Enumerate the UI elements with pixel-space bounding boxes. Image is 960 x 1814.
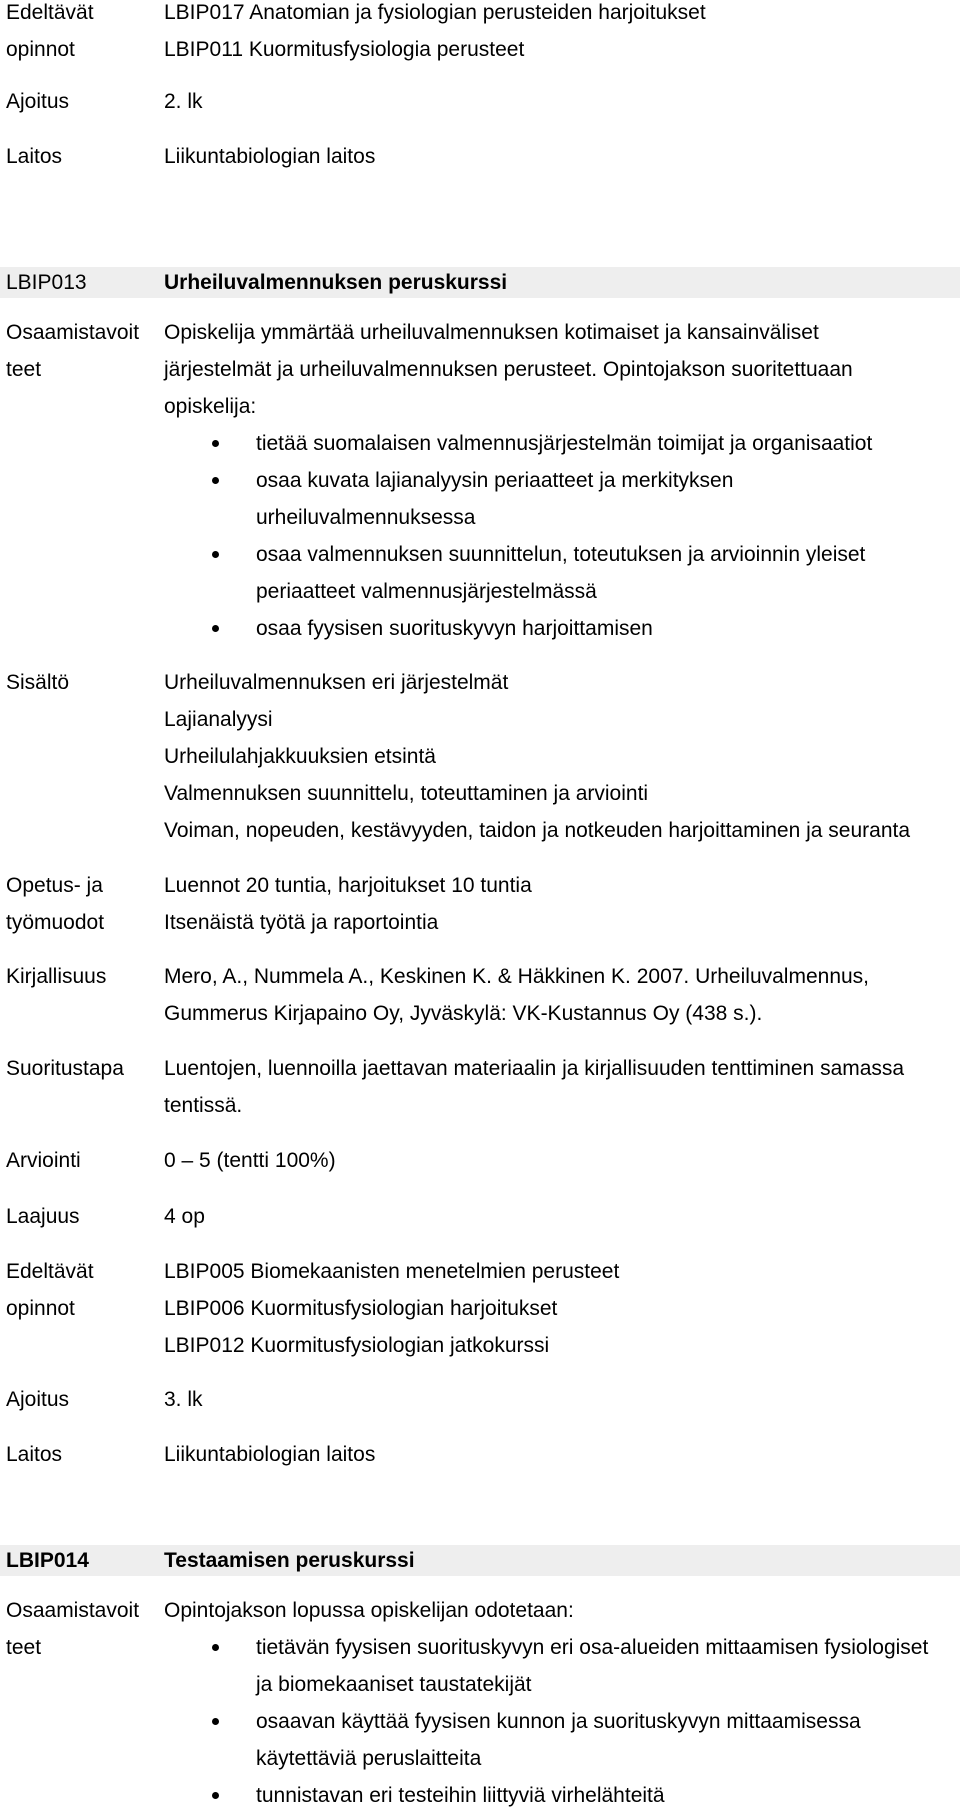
prereq-item: LBIP011 Kuormitusfysiologia perusteet bbox=[164, 38, 525, 61]
bullet-icon bbox=[212, 551, 219, 558]
course-title: Urheiluvalmennuksen peruskurssi bbox=[164, 271, 508, 294]
timing-label: Ajoitus bbox=[6, 1388, 70, 1411]
label-line: Osaamistavoit bbox=[6, 1599, 140, 1622]
bullet-icon bbox=[212, 625, 219, 632]
item-line: tietää suomalaisen valmennusjärjestelmän toimijat ja organisaatiot bbox=[256, 432, 873, 455]
lit-label: Kirjallisuus bbox=[6, 965, 107, 988]
goals-list bbox=[164, 1629, 960, 1814]
dept-value: Liikuntabiologian laitos bbox=[164, 145, 376, 168]
course-title: Testaamisen peruskurssi bbox=[164, 1549, 415, 1572]
label-line: teet bbox=[6, 358, 42, 381]
lit-value bbox=[164, 958, 960, 1032]
goals-intro-line: Opintojakson lopussa opiskelijan odotetaan: bbox=[164, 1599, 574, 1622]
item-line: osaavan käyttää fyysisen kunnon ja suorituskyvyn mittaamisessa bbox=[256, 1710, 861, 1733]
goals-intro-line: opiskelija: bbox=[164, 395, 257, 418]
list-item bbox=[164, 1777, 960, 1814]
content-item: Voiman, nopeuden, kestävyyden, taidon ja notkeuden harjoittaminen ja seuranta bbox=[164, 819, 911, 842]
goals-intro-line: Opiskelija ymmärtää urheiluvalmennuksen kotimaiset ja kansainväliset bbox=[164, 321, 819, 344]
prereq-item: LBIP006 Kuormitusfysiologian harjoitukset bbox=[164, 1297, 558, 1320]
bullet-icon bbox=[212, 1718, 219, 1725]
list-item bbox=[164, 536, 960, 610]
grading-value: 0 – 5 (tentti 100%) bbox=[164, 1149, 336, 1172]
bullet-icon bbox=[212, 1644, 219, 1651]
label-line: teet bbox=[6, 1636, 42, 1659]
perf-line: Luentojen, luennoilla jaettavan materiaalin ja kirjallisuuden tenttiminen samassa bbox=[164, 1057, 905, 1080]
list-item bbox=[164, 1629, 960, 1703]
timing-value: 2. lk bbox=[164, 90, 203, 113]
label-line: Edeltävät bbox=[6, 1260, 94, 1283]
label-line: työmuodot bbox=[6, 911, 105, 934]
prereq-item: LBIP005 Biomekaanisten menetelmien perusteet bbox=[164, 1260, 620, 1283]
list-item bbox=[164, 1703, 960, 1777]
label-line: Opetus- ja bbox=[6, 874, 103, 897]
content-item: Valmennuksen suunnittelu, toteuttaminen ja arviointi bbox=[164, 782, 649, 805]
scope-value: 4 op bbox=[164, 1205, 205, 1228]
bullet-icon bbox=[212, 1792, 219, 1799]
list-item bbox=[164, 425, 960, 462]
lit-line: Gummerus Kirjapaino Oy, Jyväskylä: VK-Kustannus Oy (438 s.). bbox=[164, 1002, 763, 1025]
methods-item: Itsenäistä työtä ja raportointia bbox=[164, 911, 439, 934]
content-item: Urheiluvalmennuksen eri järjestelmät bbox=[164, 671, 509, 694]
timing-value: 3. lk bbox=[164, 1388, 203, 1411]
timing-label: Ajoitus bbox=[6, 90, 70, 113]
dept-label: Laitos bbox=[6, 1443, 63, 1466]
item-line: osaa fyysisen suorituskyvyn harjoittamisen bbox=[256, 617, 653, 640]
perf-line: tentissä. bbox=[164, 1094, 243, 1117]
goals-label bbox=[6, 1592, 156, 1666]
item-line: tunnistavan eri testeihin liittyviä virhelähteitä bbox=[256, 1784, 665, 1807]
lit-line: Mero, A., Nummela A., Keskinen K. & Häkkinen K. 2007. Urheiluvalmennus, bbox=[164, 965, 870, 988]
prereq-value bbox=[164, 1253, 960, 1364]
item-line: tietävän fyysisen suorituskyvyn eri osa-alueiden mittaamisen fysiologiset bbox=[256, 1636, 929, 1659]
label-line: Edeltävät bbox=[6, 1, 94, 24]
prereq-value bbox=[164, 0, 960, 68]
item-line: ja biomekaaniset taustatekijät bbox=[256, 1673, 532, 1696]
item-line: osaa kuvata lajianalyysin periaatteet ja merkityksen bbox=[256, 469, 734, 492]
prereq-label bbox=[6, 1253, 156, 1327]
course-code: LBIP014 bbox=[6, 1549, 89, 1572]
item-line: periaatteet valmennusjärjestelmässä bbox=[256, 580, 597, 603]
perf-label: Suoritustapa bbox=[6, 1057, 124, 1080]
content-item: Lajianalyysi bbox=[164, 708, 273, 731]
list-item bbox=[164, 610, 960, 647]
grading-label: Arviointi bbox=[6, 1149, 81, 1172]
course-code: LBIP013 bbox=[6, 271, 87, 294]
dept-value: Liikuntabiologian laitos bbox=[164, 1443, 376, 1466]
scope-label: Laajuus bbox=[6, 1205, 80, 1228]
methods-label bbox=[6, 867, 156, 941]
course-header-lbip013 bbox=[0, 267, 960, 298]
goals-label bbox=[6, 314, 156, 388]
item-line: käytettäviä peruslaitteita bbox=[256, 1747, 482, 1770]
prereq-label bbox=[6, 0, 156, 68]
methods-value bbox=[164, 867, 960, 941]
prereq-item: LBIP012 Kuormitusfysiologian jatkokurssi bbox=[164, 1334, 550, 1357]
label-line: opinnot bbox=[6, 1297, 75, 1320]
label-line: Osaamistavoit bbox=[6, 321, 140, 344]
bullet-icon bbox=[212, 440, 219, 447]
goals-intro-line: järjestelmät ja urheiluvalmennuksen perusteet. Opintojakson suoritettuaan bbox=[164, 358, 853, 381]
content-item: Urheilulahjakkuuksien etsintä bbox=[164, 745, 436, 768]
label-line: opinnot bbox=[6, 38, 75, 61]
goals-value bbox=[164, 314, 960, 647]
item-line: osaa valmennuksen suunnittelun, toteutuksen ja arvioinnin yleiset bbox=[256, 543, 866, 566]
perf-value bbox=[164, 1050, 960, 1124]
dept-label: Laitos bbox=[6, 145, 63, 168]
methods-item: Luennot 20 tuntia, harjoitukset 10 tuntia bbox=[164, 874, 532, 897]
goals-list bbox=[164, 425, 960, 647]
prereq-item: LBIP017 Anatomian ja fysiologian perusteiden harjoitukset bbox=[164, 1, 706, 24]
goals-value bbox=[164, 1592, 960, 1814]
bullet-icon bbox=[212, 477, 219, 484]
content-label: Sisältö bbox=[6, 671, 70, 694]
item-line: urheiluvalmennuksessa bbox=[256, 506, 476, 529]
content-value bbox=[164, 664, 960, 849]
list-item bbox=[164, 462, 960, 536]
course-header-lbip014 bbox=[0, 1545, 960, 1576]
